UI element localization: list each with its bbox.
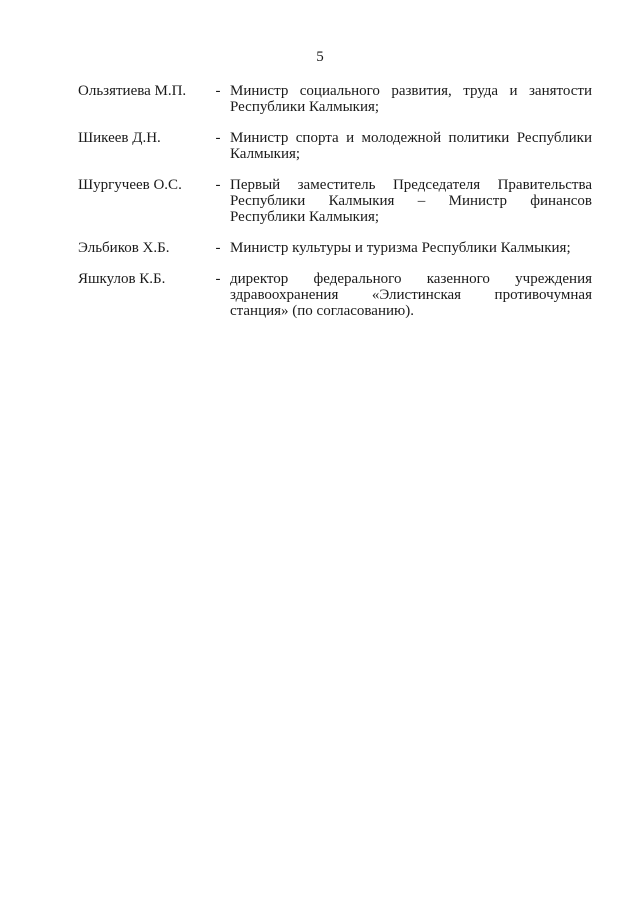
member-position	[230, 130, 592, 162]
member-position	[230, 83, 592, 115]
position-line: здравоохранения «Элистинская противочумная	[230, 287, 592, 303]
position-line: станция» (по согласованию).	[230, 303, 414, 319]
member-list	[78, 83, 592, 334]
page-number: 5	[316, 49, 324, 65]
position-line: Республики Калмыкия;	[230, 209, 380, 225]
position-line: Министр культуры и туризма Республики Калмыкия;	[230, 240, 571, 256]
member-position	[230, 271, 592, 319]
separator-dash: -	[215, 240, 221, 256]
member-name: Эльбиков Х.Б.	[78, 240, 170, 256]
member-entry-elbikov	[78, 240, 592, 256]
position-line: Министр социального развития, труда и занятости	[230, 83, 592, 99]
member-entry-shurguchеev	[78, 177, 592, 225]
member-position	[230, 177, 592, 225]
member-entry-olzyatieva	[78, 83, 592, 115]
separator-dash: -	[215, 83, 221, 99]
position-line: Республики Калмыкия;	[230, 99, 380, 115]
member-name: Шикеев Д.Н.	[78, 130, 161, 146]
position-line: Министр спорта и молодежной политики Республики	[230, 130, 592, 146]
position-line: Калмыкия;	[230, 146, 301, 162]
separator-dash: -	[215, 271, 221, 287]
position-line: Республики Калмыкия – Министр финансов	[230, 193, 592, 209]
position-line: Первый заместитель Председателя Правительства	[230, 177, 592, 193]
member-position	[230, 240, 592, 256]
member-name: Ользятиева М.П.	[78, 83, 187, 99]
position-line: директор федерального казенного учреждения	[230, 271, 592, 287]
separator-dash: -	[215, 130, 221, 146]
separator-dash: -	[215, 177, 221, 193]
member-name: Шургучеев О.С.	[78, 177, 182, 193]
member-entry-shikeev	[78, 130, 592, 162]
member-entry-yashkulov	[78, 271, 592, 319]
member-name: Яшкулов К.Б.	[78, 271, 166, 287]
